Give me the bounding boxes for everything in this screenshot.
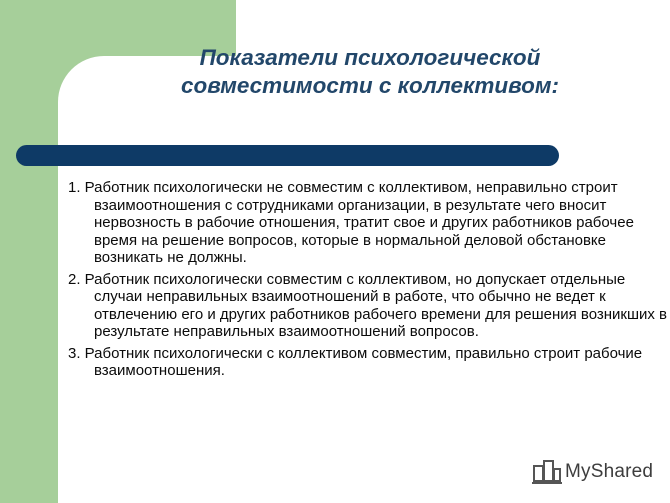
title-line-2: совместимости с коллективом: (180, 73, 560, 98)
title-line-1: Показатели психологической (199, 45, 541, 70)
list-item-3: 3. Работник психологически с коллективом совместим, правильно строит рабочие взаимоотношения. (68, 344, 643, 379)
list-item-2: 2. Работник психологически совместим с коллективом, но допускает отдельные случаи неправильных взаимоотношений в работе, что обычно не ведет к отвлечению его и других работников рабочего времени для решения возникших в результате неправильных взаимоотношений вопросов. (68, 270, 668, 340)
list-item-1: 1. Работник психологически не совместим с коллективом, неправильно строит взаимоотношения с сотрудниками организации, в результате чего вносит нервозность в рабочие отношения, тратит свое и других работников рабочее время на решение вопросов, которые в нормальной деловой обстановке возникать не должны. (68, 179, 634, 266)
watermark-text: MyShared (565, 461, 654, 482)
slide-body (68, 179, 668, 384)
slide-title (120, 44, 620, 100)
title-divider-bar (16, 145, 559, 166)
myshared-logo-icon (532, 458, 562, 486)
watermark-logo (532, 458, 653, 486)
